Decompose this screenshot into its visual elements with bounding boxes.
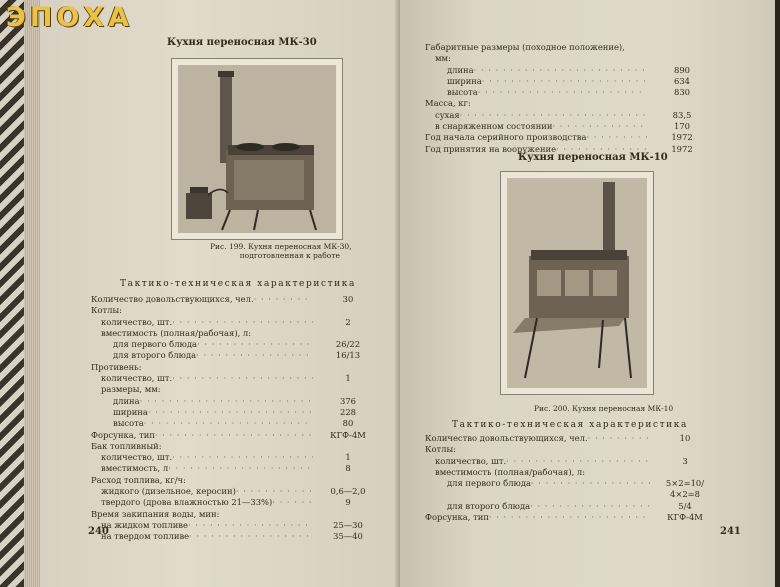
- spec-value: 1: [345, 373, 351, 384]
- spec-label: жидкого (дизельное, керосин): [101, 486, 236, 497]
- right-spec-table: [425, 433, 720, 523]
- spec-value: 2: [345, 316, 351, 327]
- spec-row: [425, 87, 717, 98]
- spec-row: [91, 463, 383, 474]
- leader-dots: [254, 294, 313, 305]
- spec-value: 4×2=8: [669, 489, 701, 500]
- spec-label: для второго блюда: [447, 500, 531, 511]
- spec-value: 83,5: [672, 109, 692, 120]
- spec-label: количество, шт.: [435, 455, 507, 466]
- spec-label: для второго блюда: [113, 350, 197, 361]
- spec-value: 30: [342, 294, 354, 304]
- spec-value: 3: [682, 455, 688, 466]
- spec-label: размеры, мм:: [101, 384, 161, 395]
- epoha-watermark-logo: ЭПОХА: [6, 2, 134, 33]
- spec-label: вместимость (полная/рабочая), л:: [435, 466, 586, 477]
- spec-value: 5/4: [678, 500, 692, 511]
- spec-value: 25—30: [333, 519, 363, 530]
- spec-value: 26/22: [335, 339, 361, 350]
- spec-label: мм:: [435, 53, 451, 64]
- figure-199-caption-line2: подготовленная к работе: [239, 251, 340, 261]
- leader-dots: [482, 76, 647, 87]
- spec-label: Форсунка, тип: [91, 429, 155, 440]
- spec-row: [91, 373, 383, 384]
- spec-label: длина: [113, 395, 140, 406]
- spec-row: [91, 475, 383, 486]
- spec-row: [91, 452, 383, 463]
- spec-value: [650, 444, 720, 455]
- page-number-241: 241: [720, 526, 741, 537]
- spec-value: 170: [674, 121, 690, 132]
- spec-label: Количество довольствующихся, чел.: [91, 294, 254, 304]
- leader-dots: [168, 463, 313, 474]
- spec-value: [313, 305, 383, 316]
- spec-value: 228: [340, 406, 356, 417]
- leader-dots: [172, 452, 313, 463]
- figure-200-caption: Рис. 200. Кухня переносная МК-10: [534, 404, 674, 413]
- leader-dots: [197, 339, 313, 350]
- leader-dots: [155, 430, 313, 441]
- spec-value: 1972: [671, 143, 693, 154]
- left-table-title: Тактико-техническая характеристика: [120, 279, 356, 289]
- spec-label: ширина: [113, 406, 148, 417]
- leader-dots: [506, 456, 650, 467]
- spec-value: [313, 362, 383, 373]
- spec-value: КГФ-4М: [330, 429, 366, 440]
- leader-dots: [236, 486, 313, 497]
- spec-value: 1972: [671, 132, 693, 143]
- leader-dots: [586, 132, 647, 143]
- spec-row: [425, 132, 717, 143]
- spec-value: 35—40: [333, 531, 363, 542]
- spec-row: [91, 418, 383, 429]
- spec-row: [91, 430, 383, 441]
- spec-row: [91, 531, 383, 542]
- spec-label: вместимость, л: [101, 463, 169, 474]
- spec-label: [425, 489, 447, 500]
- spec-row: [91, 328, 383, 339]
- leader-dots: [474, 65, 647, 76]
- leader-dots: [188, 520, 313, 531]
- spec-label: Год начала серийного производства: [425, 132, 587, 143]
- spec-label: количество, шт.: [101, 316, 173, 327]
- right-top-spec-table: [425, 42, 717, 155]
- spec-value: 16/13: [335, 350, 361, 361]
- spec-row: [425, 433, 720, 444]
- figure-200-photo: [500, 171, 654, 395]
- spec-row: [91, 362, 383, 373]
- spec-value: 10: [679, 433, 691, 443]
- leader-dots: [140, 396, 313, 407]
- spec-row: [425, 76, 717, 87]
- spec-label: Котлы:: [425, 444, 456, 455]
- spec-value: 8: [345, 463, 351, 474]
- spec-label: Котлы:: [91, 305, 122, 316]
- spec-row: [91, 509, 383, 520]
- leader-dots: [272, 497, 313, 508]
- spec-row: [425, 512, 720, 523]
- page-number-240: 240: [88, 526, 109, 537]
- spec-value: 376: [340, 395, 356, 406]
- spec-value: 80: [342, 418, 354, 429]
- spec-label: для первого блюда: [447, 478, 531, 489]
- spec-row: [91, 350, 383, 361]
- spec-label: Масса, кг:: [425, 98, 471, 109]
- right-page-title: Кухня переносная МК-10: [518, 152, 668, 163]
- spec-label: на жидком топливе: [101, 519, 188, 530]
- spec-label: Время закипания воды, мин:: [91, 508, 220, 519]
- spec-value: [647, 53, 717, 64]
- spec-row: [91, 520, 383, 531]
- spec-label: высота: [113, 418, 144, 429]
- spec-label: Противень:: [91, 361, 142, 372]
- spec-value: [650, 467, 720, 478]
- spec-value: [313, 509, 383, 520]
- spec-label: Количество довольствующихся, чел.: [425, 433, 588, 443]
- spec-row: [91, 305, 383, 316]
- leader-dots: [489, 512, 650, 523]
- spec-value: [647, 98, 717, 109]
- spec-value: 830: [674, 87, 690, 98]
- spec-row: [425, 478, 720, 489]
- spec-row: [91, 396, 383, 407]
- spec-value: 5×2=10/: [665, 478, 705, 489]
- spec-value: 634: [674, 75, 690, 86]
- figure-199-photo: [171, 58, 343, 240]
- spec-row: [425, 444, 720, 455]
- spec-value: [313, 384, 383, 395]
- leader-dots: [196, 350, 313, 361]
- right-page: [400, 0, 775, 587]
- spec-value: 9: [345, 497, 351, 508]
- spec-label: Бак топливный:: [91, 440, 162, 451]
- spec-row: [91, 339, 383, 350]
- figure-199-caption: [210, 242, 352, 261]
- left-page-title: Кухня переносная МК-30: [167, 37, 317, 48]
- spec-label: Расход топлива, кг/ч:: [91, 474, 186, 485]
- left-page: [40, 0, 400, 587]
- spec-label: вместимость (полная/рабочая), л:: [101, 327, 252, 338]
- spec-label: высота: [447, 87, 478, 98]
- right-table-title: Тактико-техническая характеристика: [452, 420, 688, 430]
- leader-dots: [172, 317, 313, 328]
- spec-label: для первого блюда: [113, 339, 197, 350]
- spec-label: Год принятия на вооружение: [425, 143, 557, 154]
- mk30-stove-illustration: [178, 65, 336, 233]
- spec-label: длина: [447, 64, 474, 75]
- spec-label: в снаряженном состоянии: [435, 121, 553, 132]
- leader-dots: [588, 433, 650, 444]
- spec-row: [425, 467, 720, 478]
- leader-dots: [552, 121, 647, 132]
- spec-row: [425, 65, 717, 76]
- figure-199-caption-line1: Рис. 199. Кухня переносная МК-30,: [210, 242, 352, 251]
- leader-dots: [172, 373, 313, 384]
- spec-label: Форсунка, тип: [425, 512, 489, 523]
- spec-value: 890: [674, 64, 690, 75]
- spec-row: [91, 384, 383, 395]
- spec-value: КГФ-4М: [667, 512, 703, 523]
- spec-label: твердого (дрова влажностью 21—33%): [101, 497, 273, 508]
- spec-row: [425, 110, 717, 121]
- spec-row: [91, 294, 383, 305]
- spec-label: количество, шт.: [101, 452, 173, 463]
- spec-row: [425, 42, 717, 53]
- spec-value: [313, 441, 383, 452]
- spec-value: 0,6—2,0: [330, 486, 366, 497]
- leader-dots: [148, 407, 313, 418]
- spec-row: [425, 98, 717, 109]
- spec-label: Габаритные размеры (походное положение),: [425, 42, 625, 52]
- spec-row: [425, 501, 720, 512]
- leader-dots: [531, 478, 650, 489]
- leader-dots: [189, 531, 313, 542]
- spec-row: [425, 53, 717, 64]
- leader-dots: [530, 501, 650, 512]
- spec-value: [313, 328, 383, 339]
- spec-value: [313, 475, 383, 486]
- spec-row: [91, 486, 383, 497]
- leader-dots: [144, 418, 313, 429]
- spec-label: на твердом топливе: [101, 531, 190, 542]
- spec-row: [425, 121, 717, 132]
- spec-row: [91, 497, 383, 508]
- spec-row: [91, 407, 383, 418]
- mk10-stove-illustration: [507, 178, 647, 388]
- leader-dots: [460, 110, 647, 121]
- spec-value: [647, 42, 717, 53]
- spec-value: 1: [345, 452, 351, 463]
- spec-row: [425, 489, 720, 500]
- spec-row: [425, 456, 720, 467]
- spec-label: ширина: [447, 75, 482, 86]
- leader-dots: [478, 87, 647, 98]
- spec-row: [91, 441, 383, 452]
- spec-row: [91, 317, 383, 328]
- spec-label: сухая: [435, 109, 460, 120]
- left-spec-table: [91, 294, 383, 543]
- spec-label: количество, шт.: [101, 373, 173, 384]
